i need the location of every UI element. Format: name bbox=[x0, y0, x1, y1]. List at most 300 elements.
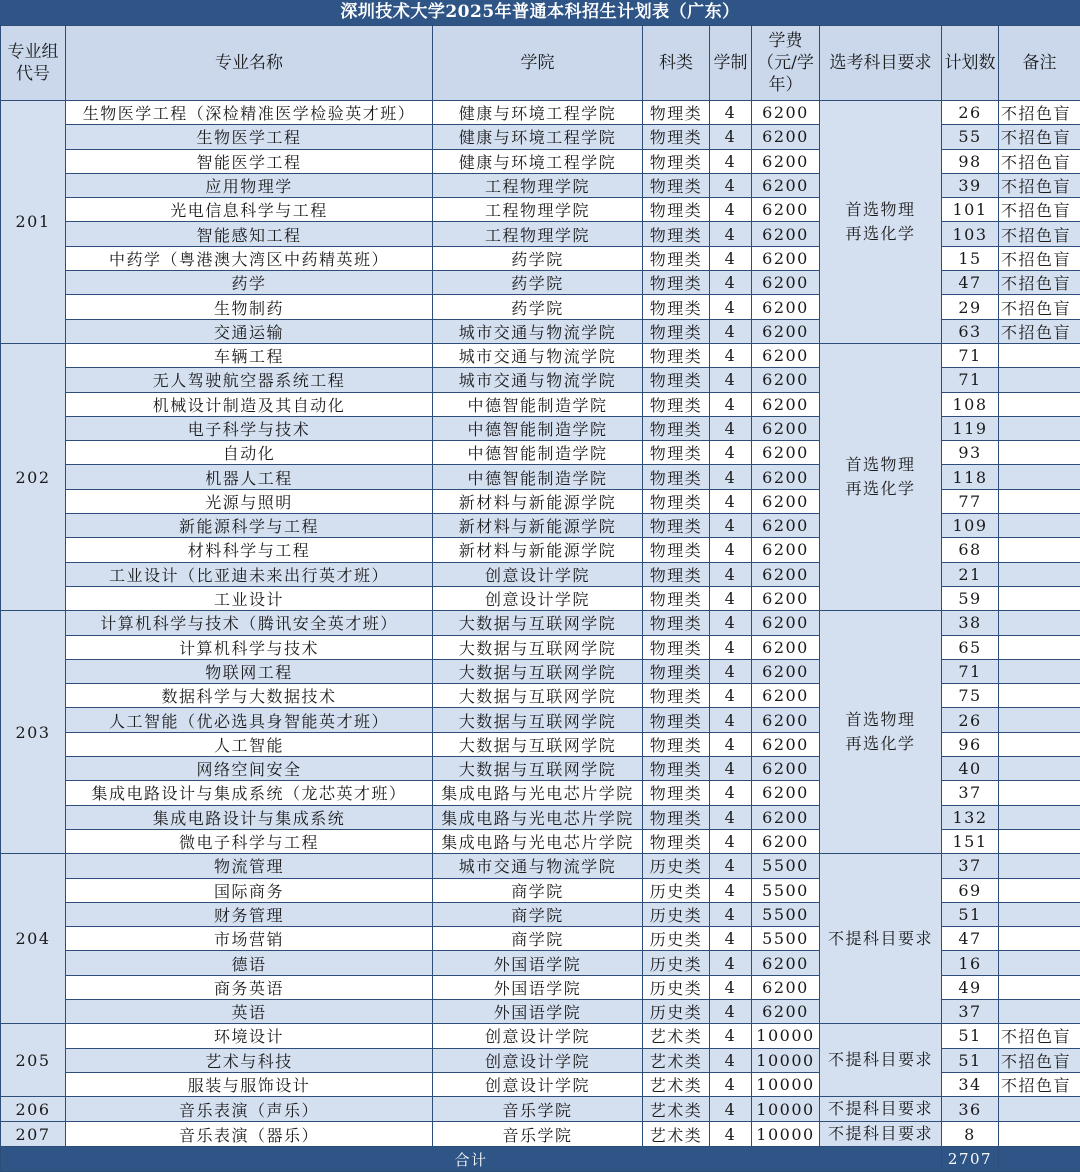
plan-count-cell: 15 bbox=[942, 246, 999, 270]
major-name-cell: 物流管理 bbox=[66, 854, 433, 878]
header-remarks: 备注 bbox=[999, 26, 1080, 101]
header-row bbox=[1, 26, 1080, 101]
tuition-cell: 6200 bbox=[752, 489, 820, 513]
duration-cell: 4 bbox=[710, 246, 752, 270]
tuition-cell: 6200 bbox=[752, 271, 820, 295]
subject-requirement-cell: 不提科目要求 bbox=[820, 1024, 942, 1097]
enrollment-plan-table bbox=[0, 25, 1080, 1172]
tuition-cell: 6200 bbox=[752, 659, 820, 683]
subject-type-cell: 历史类 bbox=[643, 878, 710, 902]
subject-type-cell: 历史类 bbox=[643, 951, 710, 975]
major-name-cell: 自动化 bbox=[66, 441, 433, 465]
college-cell: 大数据与互联网学院 bbox=[433, 757, 643, 781]
tuition-cell: 10000 bbox=[752, 1122, 820, 1147]
remarks-cell: 不招色盲 bbox=[999, 319, 1080, 343]
college-cell: 新材料与新能源学院 bbox=[433, 538, 643, 562]
tuition-cell: 5500 bbox=[752, 927, 820, 951]
remarks-cell bbox=[999, 757, 1080, 781]
plan-count-cell: 37 bbox=[942, 781, 999, 805]
duration-cell: 4 bbox=[710, 1048, 752, 1072]
header-plan-count: 计划数 bbox=[942, 26, 999, 101]
duration-cell: 4 bbox=[710, 416, 752, 440]
college-cell: 城市交通与物流学院 bbox=[433, 343, 643, 367]
remarks-cell bbox=[999, 465, 1080, 489]
plan-count-cell: 29 bbox=[942, 295, 999, 319]
tuition-cell: 6200 bbox=[752, 635, 820, 659]
duration-cell: 4 bbox=[710, 878, 752, 902]
plan-count-cell: 96 bbox=[942, 732, 999, 756]
college-cell: 城市交通与物流学院 bbox=[433, 319, 643, 343]
table-row bbox=[1, 1024, 1080, 1048]
remarks-cell bbox=[999, 586, 1080, 610]
group-code-cell: 202 bbox=[1, 343, 66, 610]
major-name-cell: 市场营销 bbox=[66, 927, 433, 951]
subject-type-cell: 物理类 bbox=[643, 562, 710, 586]
subject-type-cell: 历史类 bbox=[643, 999, 710, 1023]
duration-cell: 4 bbox=[710, 392, 752, 416]
duration-cell: 4 bbox=[710, 829, 752, 853]
plan-count-cell: 16 bbox=[942, 951, 999, 975]
tuition-cell: 6200 bbox=[752, 343, 820, 367]
major-name-cell: 智能感知工程 bbox=[66, 222, 433, 246]
table-row bbox=[1, 1097, 1080, 1122]
remarks-cell: 不招色盲 bbox=[999, 295, 1080, 319]
total-row bbox=[1, 1147, 1080, 1172]
duration-cell: 4 bbox=[710, 902, 752, 926]
remarks-cell: 不招色盲 bbox=[999, 1024, 1080, 1048]
subject-type-cell: 物理类 bbox=[643, 319, 710, 343]
major-name-cell: 药学 bbox=[66, 271, 433, 295]
college-cell: 商学院 bbox=[433, 878, 643, 902]
major-name-cell: 服装与服饰设计 bbox=[66, 1072, 433, 1096]
remarks-cell bbox=[999, 805, 1080, 829]
college-cell: 健康与环境工程学院 bbox=[433, 149, 643, 173]
duration-cell: 4 bbox=[710, 125, 752, 149]
plan-count-cell: 75 bbox=[942, 684, 999, 708]
subject-requirement-cell: 不提科目要求 bbox=[820, 1097, 942, 1122]
major-name-cell: 商务英语 bbox=[66, 975, 433, 999]
duration-cell: 4 bbox=[710, 1072, 752, 1096]
tuition-cell: 6200 bbox=[752, 173, 820, 197]
major-name-cell: 人工智能 bbox=[66, 732, 433, 756]
subject-requirement-cell: 不提科目要求 bbox=[820, 854, 942, 1024]
subject-requirement-cell: 不提科目要求 bbox=[820, 1122, 942, 1147]
major-name-cell: 音乐表演（器乐） bbox=[66, 1122, 433, 1147]
duration-cell: 4 bbox=[710, 1122, 752, 1147]
tuition-cell: 6200 bbox=[752, 514, 820, 538]
table-row bbox=[1, 343, 1080, 367]
plan-count-cell: 37 bbox=[942, 999, 999, 1023]
subject-type-cell: 物理类 bbox=[643, 173, 710, 197]
college-cell: 集成电路与光电芯片学院 bbox=[433, 781, 643, 805]
remarks-cell bbox=[999, 514, 1080, 538]
duration-cell: 4 bbox=[710, 295, 752, 319]
duration-cell: 4 bbox=[710, 198, 752, 222]
college-cell: 创意设计学院 bbox=[433, 562, 643, 586]
subject-type-cell: 艺术类 bbox=[643, 1024, 710, 1048]
remarks-cell bbox=[999, 611, 1080, 635]
plan-count-cell: 98 bbox=[942, 149, 999, 173]
college-cell: 中德智能制造学院 bbox=[433, 465, 643, 489]
subject-type-cell: 物理类 bbox=[643, 125, 710, 149]
duration-cell: 4 bbox=[710, 732, 752, 756]
plan-count-cell: 71 bbox=[942, 368, 999, 392]
duration-cell: 4 bbox=[710, 659, 752, 683]
subject-type-cell: 物理类 bbox=[643, 489, 710, 513]
remarks-cell: 不招色盲 bbox=[999, 149, 1080, 173]
plan-count-cell: 63 bbox=[942, 319, 999, 343]
duration-cell: 4 bbox=[710, 951, 752, 975]
plan-count-cell: 55 bbox=[942, 125, 999, 149]
remarks-cell bbox=[999, 562, 1080, 586]
major-name-cell: 物联网工程 bbox=[66, 659, 433, 683]
subject-type-cell: 物理类 bbox=[643, 101, 710, 125]
subject-type-cell: 物理类 bbox=[643, 732, 710, 756]
subject-type-cell: 物理类 bbox=[643, 441, 710, 465]
major-name-cell: 集成电路设计与集成系统 bbox=[66, 805, 433, 829]
duration-cell: 4 bbox=[710, 222, 752, 246]
subject-type-cell: 物理类 bbox=[643, 222, 710, 246]
subject-type-cell: 物理类 bbox=[643, 829, 710, 853]
college-cell: 大数据与互联网学院 bbox=[433, 732, 643, 756]
college-cell: 城市交通与物流学院 bbox=[433, 854, 643, 878]
plan-count-cell: 26 bbox=[942, 101, 999, 125]
subject-type-cell: 历史类 bbox=[643, 927, 710, 951]
remarks-cell: 不招色盲 bbox=[999, 1072, 1080, 1096]
college-cell: 外国语学院 bbox=[433, 999, 643, 1023]
duration-cell: 4 bbox=[710, 805, 752, 829]
remarks-cell: 不招色盲 bbox=[999, 125, 1080, 149]
subject-type-cell: 艺术类 bbox=[643, 1097, 710, 1122]
remarks-cell: 不招色盲 bbox=[999, 101, 1080, 125]
tuition-cell: 6200 bbox=[752, 951, 820, 975]
major-name-cell: 计算机科学与技术 bbox=[66, 635, 433, 659]
table-row bbox=[1, 854, 1080, 878]
plan-count-cell: 132 bbox=[942, 805, 999, 829]
tuition-cell: 6200 bbox=[752, 805, 820, 829]
subject-type-cell: 物理类 bbox=[643, 635, 710, 659]
subject-type-cell: 历史类 bbox=[643, 854, 710, 878]
major-name-cell: 光电信息科学与工程 bbox=[66, 198, 433, 222]
subject-type-cell: 物理类 bbox=[643, 343, 710, 367]
college-cell: 中德智能制造学院 bbox=[433, 392, 643, 416]
major-name-cell: 国际商务 bbox=[66, 878, 433, 902]
subject-type-cell: 物理类 bbox=[643, 246, 710, 270]
duration-cell: 4 bbox=[710, 854, 752, 878]
tuition-cell: 6200 bbox=[752, 538, 820, 562]
major-name-cell: 中药学（粤港澳大湾区中药精英班） bbox=[66, 246, 433, 270]
plan-count-cell: 51 bbox=[942, 1048, 999, 1072]
tuition-cell: 6200 bbox=[752, 732, 820, 756]
group-code-cell: 201 bbox=[1, 101, 66, 344]
remarks-cell bbox=[999, 975, 1080, 999]
tuition-cell: 10000 bbox=[752, 1048, 820, 1072]
college-cell: 健康与环境工程学院 bbox=[433, 125, 643, 149]
college-cell: 工程物理学院 bbox=[433, 173, 643, 197]
remarks-cell bbox=[999, 781, 1080, 805]
tuition-cell: 6200 bbox=[752, 562, 820, 586]
plan-count-cell: 39 bbox=[942, 173, 999, 197]
plan-count-cell: 40 bbox=[942, 757, 999, 781]
total-remarks-empty bbox=[999, 1147, 1080, 1172]
duration-cell: 4 bbox=[710, 684, 752, 708]
tuition-cell: 6200 bbox=[752, 975, 820, 999]
plan-count-cell: 119 bbox=[942, 416, 999, 440]
college-cell: 创意设计学院 bbox=[433, 1024, 643, 1048]
college-cell: 商学院 bbox=[433, 902, 643, 926]
plan-count-cell: 47 bbox=[942, 927, 999, 951]
major-name-cell: 交通运输 bbox=[66, 319, 433, 343]
duration-cell: 4 bbox=[710, 757, 752, 781]
tuition-cell: 6200 bbox=[752, 586, 820, 610]
duration-cell: 4 bbox=[710, 101, 752, 125]
major-name-cell: 智能医学工程 bbox=[66, 149, 433, 173]
tuition-cell: 6200 bbox=[752, 684, 820, 708]
remarks-cell bbox=[999, 635, 1080, 659]
subject-type-cell: 历史类 bbox=[643, 902, 710, 926]
subject-type-cell: 物理类 bbox=[643, 586, 710, 610]
college-cell: 大数据与互联网学院 bbox=[433, 611, 643, 635]
plan-count-cell: 8 bbox=[942, 1122, 999, 1147]
college-cell: 音乐学院 bbox=[433, 1097, 643, 1122]
major-name-cell: 数据科学与大数据技术 bbox=[66, 684, 433, 708]
college-cell: 集成电路与光电芯片学院 bbox=[433, 805, 643, 829]
major-name-cell: 计算机科学与技术（腾讯安全英才班） bbox=[66, 611, 433, 635]
duration-cell: 4 bbox=[710, 271, 752, 295]
tuition-cell: 5500 bbox=[752, 878, 820, 902]
remarks-cell bbox=[999, 684, 1080, 708]
subject-type-cell: 物理类 bbox=[643, 295, 710, 319]
subject-type-cell: 物理类 bbox=[643, 659, 710, 683]
subject-type-cell: 艺术类 bbox=[643, 1122, 710, 1147]
duration-cell: 4 bbox=[710, 1097, 752, 1122]
plan-count-cell: 69 bbox=[942, 878, 999, 902]
remarks-cell bbox=[999, 732, 1080, 756]
table-row bbox=[1, 101, 1080, 125]
duration-cell: 4 bbox=[710, 368, 752, 392]
duration-cell: 4 bbox=[710, 975, 752, 999]
plan-count-cell: 68 bbox=[942, 538, 999, 562]
college-cell: 药学院 bbox=[433, 246, 643, 270]
major-name-cell: 光源与照明 bbox=[66, 489, 433, 513]
tuition-cell: 6200 bbox=[752, 781, 820, 805]
major-name-cell: 网络空间安全 bbox=[66, 757, 433, 781]
duration-cell: 4 bbox=[710, 781, 752, 805]
plan-count-cell: 103 bbox=[942, 222, 999, 246]
major-name-cell: 集成电路设计与集成系统（龙芯英才班） bbox=[66, 781, 433, 805]
remarks-cell bbox=[999, 1097, 1080, 1122]
plan-count-cell: 151 bbox=[942, 829, 999, 853]
duration-cell: 4 bbox=[710, 1024, 752, 1048]
remarks-cell: 不招色盲 bbox=[999, 246, 1080, 270]
duration-cell: 4 bbox=[710, 586, 752, 610]
major-name-cell: 车辆工程 bbox=[66, 343, 433, 367]
major-name-cell: 艺术与科技 bbox=[66, 1048, 433, 1072]
duration-cell: 4 bbox=[710, 562, 752, 586]
subject-type-cell: 物理类 bbox=[643, 368, 710, 392]
college-cell: 外国语学院 bbox=[433, 951, 643, 975]
plan-count-cell: 47 bbox=[942, 271, 999, 295]
subject-type-cell: 物理类 bbox=[643, 514, 710, 538]
subject-type-cell: 物理类 bbox=[643, 149, 710, 173]
tuition-cell: 6200 bbox=[752, 319, 820, 343]
tuition-cell: 6200 bbox=[752, 246, 820, 270]
subject-type-cell: 物理类 bbox=[643, 781, 710, 805]
subject-type-cell: 物理类 bbox=[643, 611, 710, 635]
college-cell: 创意设计学院 bbox=[433, 1048, 643, 1072]
major-name-cell: 生物医学工程（深检精准医学检验英才班） bbox=[66, 101, 433, 125]
plan-count-cell: 34 bbox=[942, 1072, 999, 1096]
remarks-cell bbox=[999, 999, 1080, 1023]
subject-requirement-cell: 首选物理 再选化学 bbox=[820, 343, 942, 610]
group-code-cell: 207 bbox=[1, 1122, 66, 1147]
plan-count-cell: 109 bbox=[942, 514, 999, 538]
subject-type-cell: 艺术类 bbox=[643, 1048, 710, 1072]
plan-count-cell: 26 bbox=[942, 708, 999, 732]
tuition-cell: 6200 bbox=[752, 101, 820, 125]
tuition-cell: 6200 bbox=[752, 125, 820, 149]
duration-cell: 4 bbox=[710, 708, 752, 732]
remarks-cell: 不招色盲 bbox=[999, 1048, 1080, 1072]
subject-type-cell: 物理类 bbox=[643, 416, 710, 440]
duration-cell: 4 bbox=[710, 635, 752, 659]
major-name-cell: 机器人工程 bbox=[66, 465, 433, 489]
subject-type-cell: 物理类 bbox=[643, 684, 710, 708]
duration-cell: 4 bbox=[710, 489, 752, 513]
plan-count-cell: 101 bbox=[942, 198, 999, 222]
remarks-cell: 不招色盲 bbox=[999, 222, 1080, 246]
plan-count-cell: 38 bbox=[942, 611, 999, 635]
college-cell: 工程物理学院 bbox=[433, 198, 643, 222]
plan-count-cell: 77 bbox=[942, 489, 999, 513]
duration-cell: 4 bbox=[710, 173, 752, 197]
college-cell: 大数据与互联网学院 bbox=[433, 684, 643, 708]
plan-count-cell: 49 bbox=[942, 975, 999, 999]
header-subject-type: 科类 bbox=[643, 26, 710, 101]
remarks-cell bbox=[999, 902, 1080, 926]
tuition-cell: 6200 bbox=[752, 416, 820, 440]
table-body bbox=[1, 101, 1080, 1147]
tuition-cell: 6200 bbox=[752, 829, 820, 853]
college-cell: 新材料与新能源学院 bbox=[433, 514, 643, 538]
remarks-cell bbox=[999, 1122, 1080, 1147]
tuition-cell: 10000 bbox=[752, 1072, 820, 1096]
remarks-cell: 不招色盲 bbox=[999, 198, 1080, 222]
remarks-cell: 不招色盲 bbox=[999, 173, 1080, 197]
plan-count-cell: 108 bbox=[942, 392, 999, 416]
major-name-cell: 生物制药 bbox=[66, 295, 433, 319]
subject-type-cell: 物理类 bbox=[643, 392, 710, 416]
major-name-cell: 微电子科学与工程 bbox=[66, 829, 433, 853]
college-cell: 大数据与互联网学院 bbox=[433, 659, 643, 683]
header-subject-requirement: 选考科目要求 bbox=[820, 26, 942, 101]
college-cell: 大数据与互联网学院 bbox=[433, 708, 643, 732]
tuition-cell: 10000 bbox=[752, 1097, 820, 1122]
tuition-cell: 6200 bbox=[752, 465, 820, 489]
college-cell: 工程物理学院 bbox=[433, 222, 643, 246]
header-group-code: 专业组代号 bbox=[1, 26, 66, 101]
college-cell: 中德智能制造学院 bbox=[433, 441, 643, 465]
major-name-cell: 新能源科学与工程 bbox=[66, 514, 433, 538]
major-name-cell: 无人驾驶航空器系统工程 bbox=[66, 368, 433, 392]
tuition-cell: 6200 bbox=[752, 708, 820, 732]
duration-cell: 4 bbox=[710, 441, 752, 465]
tuition-cell: 6200 bbox=[752, 222, 820, 246]
tuition-cell: 6200 bbox=[752, 611, 820, 635]
tuition-cell: 10000 bbox=[752, 1024, 820, 1048]
college-cell: 外国语学院 bbox=[433, 975, 643, 999]
total-count: 2707 bbox=[942, 1147, 999, 1172]
remarks-cell bbox=[999, 829, 1080, 853]
subject-type-cell: 物理类 bbox=[643, 271, 710, 295]
plan-count-cell: 36 bbox=[942, 1097, 999, 1122]
subject-type-cell: 物理类 bbox=[643, 805, 710, 829]
duration-cell: 4 bbox=[710, 319, 752, 343]
college-cell: 音乐学院 bbox=[433, 1122, 643, 1147]
header-college: 学院 bbox=[433, 26, 643, 101]
major-name-cell: 生物医学工程 bbox=[66, 125, 433, 149]
subject-type-cell: 物理类 bbox=[643, 465, 710, 489]
plan-count-cell: 71 bbox=[942, 659, 999, 683]
remarks-cell bbox=[999, 708, 1080, 732]
tuition-cell: 6200 bbox=[752, 999, 820, 1023]
college-cell: 创意设计学院 bbox=[433, 1072, 643, 1096]
tuition-cell: 6200 bbox=[752, 149, 820, 173]
remarks-cell bbox=[999, 927, 1080, 951]
subject-type-cell: 物理类 bbox=[643, 708, 710, 732]
college-cell: 药学院 bbox=[433, 295, 643, 319]
college-cell: 中德智能制造学院 bbox=[433, 416, 643, 440]
tuition-cell: 6200 bbox=[752, 441, 820, 465]
duration-cell: 4 bbox=[710, 999, 752, 1023]
major-name-cell: 电子科学与技术 bbox=[66, 416, 433, 440]
major-name-cell: 环境设计 bbox=[66, 1024, 433, 1048]
plan-count-cell: 59 bbox=[942, 586, 999, 610]
plan-count-cell: 37 bbox=[942, 854, 999, 878]
remarks-cell bbox=[999, 489, 1080, 513]
remarks-cell bbox=[999, 659, 1080, 683]
group-code-cell: 205 bbox=[1, 1024, 66, 1097]
plan-count-cell: 51 bbox=[942, 902, 999, 926]
table-row bbox=[1, 1122, 1080, 1147]
college-cell: 大数据与互联网学院 bbox=[433, 635, 643, 659]
subject-requirement-cell: 首选物理 再选化学 bbox=[820, 101, 942, 344]
tuition-cell: 6200 bbox=[752, 392, 820, 416]
subject-requirement-cell: 首选物理 再选化学 bbox=[820, 611, 942, 854]
subject-type-cell: 物理类 bbox=[643, 757, 710, 781]
college-cell: 集成电路与光电芯片学院 bbox=[433, 829, 643, 853]
tuition-cell: 6200 bbox=[752, 295, 820, 319]
tuition-cell: 6200 bbox=[752, 368, 820, 392]
remarks-cell bbox=[999, 368, 1080, 392]
remarks-cell bbox=[999, 951, 1080, 975]
plan-count-cell: 118 bbox=[942, 465, 999, 489]
college-cell: 新材料与新能源学院 bbox=[433, 489, 643, 513]
major-name-cell: 英语 bbox=[66, 999, 433, 1023]
college-cell: 商学院 bbox=[433, 927, 643, 951]
major-name-cell: 德语 bbox=[66, 951, 433, 975]
duration-cell: 4 bbox=[710, 538, 752, 562]
total-label: 合计 bbox=[1, 1147, 942, 1172]
remarks-cell bbox=[999, 416, 1080, 440]
duration-cell: 4 bbox=[710, 149, 752, 173]
tuition-cell: 6200 bbox=[752, 198, 820, 222]
major-name-cell: 工业设计 bbox=[66, 586, 433, 610]
duration-cell: 4 bbox=[710, 514, 752, 538]
plan-count-cell: 21 bbox=[942, 562, 999, 586]
tuition-cell: 5500 bbox=[752, 902, 820, 926]
group-code-cell: 206 bbox=[1, 1097, 66, 1122]
